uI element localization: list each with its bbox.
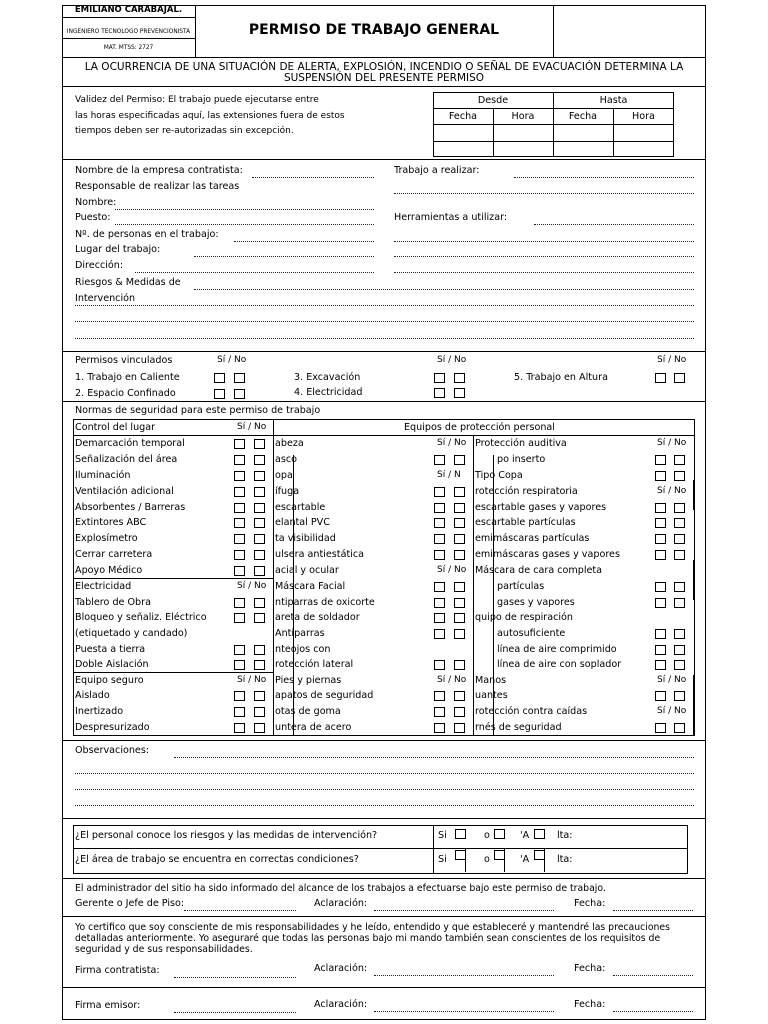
epp3-item-3-si[interactable] (655, 471, 666, 481)
validity-text-3: tiempos deben ser re-autorizadas sin excepción. (75, 126, 294, 136)
validity-hora-to-field[interactable] (614, 125, 673, 140)
admin-informed-text: El administrador del sitio ha sido informado del alcance de los trabajos a efectuarse bajo este permiso de trabajo. (75, 883, 606, 894)
epp-item-11: ntiparras de oxicorte (275, 597, 375, 608)
epp-sino-1: Sí / No (437, 438, 467, 448)
equip-item-2: Inertizado (75, 706, 124, 717)
tools-field-4[interactable] (394, 272, 694, 273)
epp3-item-6-si[interactable] (655, 518, 666, 528)
epp-item-19-si[interactable] (434, 723, 445, 733)
work-label: Trabajo a realizar: (394, 165, 480, 176)
contractor-clarification-field[interactable] (374, 975, 554, 976)
elec-item-5: Doble Aislación (75, 659, 149, 670)
epp3-item-3: Tipo Copa (475, 470, 523, 481)
issuer-clarification-label: Aclaración: (314, 999, 368, 1010)
issuer-date-label: Fecha: (574, 999, 606, 1010)
equip-item-1-no[interactable] (254, 691, 265, 701)
manager-date-field[interactable] (613, 910, 693, 911)
epp3-item-13-si[interactable] (655, 629, 666, 639)
epp-item-19-no[interactable] (454, 723, 465, 733)
site-item-4-no[interactable] (254, 487, 265, 497)
issuer-date-field[interactable] (613, 1011, 693, 1012)
risks-field-1[interactable] (194, 289, 694, 290)
epp3-item-17-si[interactable] (655, 691, 666, 701)
epp-item-13-no[interactable] (454, 629, 465, 639)
site-item-9-no[interactable] (254, 566, 265, 576)
epp-item-18-no[interactable] (454, 707, 465, 717)
permit-confined: 2. Espacio Confinado (75, 388, 176, 399)
company-field[interactable] (252, 177, 374, 178)
site-item-7: Explosímetro (75, 533, 138, 544)
epp-item-11-no[interactable] (454, 598, 465, 608)
permit-hot-work: 1. Trabajo en Caliente (75, 372, 180, 383)
warning-line-2: SUSPENSIÓN DEL PRESENTE PERMISO (283, 72, 485, 84)
contractor-date-label: Fecha: (574, 963, 606, 974)
epp3-item-17: uantes (475, 690, 508, 701)
epp3-item-12: quipo de respiración (475, 612, 573, 623)
position-field[interactable] (115, 224, 374, 225)
company-label: Nombre de la empresa contratista: (75, 165, 243, 176)
epp-item-7-si[interactable] (434, 534, 445, 544)
site-item-6-no[interactable] (254, 518, 265, 528)
safe-equipment-heading: Equipo seguro (75, 675, 144, 686)
epp-item-17-si[interactable] (434, 691, 445, 701)
epp3-item-2: po inserto (497, 454, 546, 465)
permit-electricity: 4. Electricidad (294, 387, 363, 398)
epp3-item-17-no[interactable] (674, 691, 685, 701)
q1-si-label: Si (438, 830, 447, 841)
epp3-item-15: línea de aire con soplador (497, 659, 622, 670)
epp3-item-16: Manos (475, 675, 507, 686)
epp-item-13: Antiparras (275, 628, 325, 639)
address-label: Dirección: (75, 260, 124, 271)
place-label: Lugar del trabajo: (75, 244, 161, 255)
question-2: ¿El área de trabajo se encuentra en correctas condiciones? (75, 854, 359, 865)
page-title: PERMISO DE TRABAJO GENERAL (248, 22, 500, 38)
validity-fecha-to-field[interactable] (554, 125, 612, 140)
epp3-item-11: gases y vapores (497, 597, 575, 608)
risks-field-3[interactable] (75, 321, 694, 322)
risks-field-2[interactable] (75, 305, 694, 306)
manager-clarification-label: Aclaración: (314, 898, 368, 909)
site-item-3-si[interactable] (234, 471, 245, 481)
electricity-heading: Electricidad (75, 581, 132, 592)
name-label: Nombre: (75, 197, 117, 208)
epp3-item-10: partículas (497, 581, 545, 592)
epp-item-2-si[interactable] (434, 455, 445, 465)
site-item-9: Apoyo Médico (75, 565, 143, 576)
validity-text-1: Validez del Permiso: El trabajo puede ejecutarse entre (75, 95, 319, 105)
epp3-sino-1: Sí / No (657, 438, 687, 448)
manager-label: Gerente o Jefe de Piso: (75, 898, 185, 909)
epp3-item-13: autosuficiente (497, 628, 566, 639)
permit-excavation: 3. Excavación (294, 372, 361, 383)
elec-item-2: Bloqueo y señaliz. Eléctrico (75, 612, 207, 623)
epp3-sino-4: Sí / No (657, 706, 687, 716)
risks-label-1: Riesgos & Medidas de (75, 277, 181, 288)
certify-line-2: detalladas anteriormente. Yo aseguraré que todas las personas bajo mi mando también sean conscientes de los requisitos de (75, 933, 661, 944)
epp-item-10-si[interactable] (434, 582, 445, 592)
epp3-item-14: línea de aire comprimido (497, 644, 617, 655)
elec-item-4-no[interactable] (254, 645, 265, 655)
epp-item-4: ífuga (275, 486, 300, 497)
tools-label: Herramientas a utilizar: (394, 212, 508, 223)
equip-item-3: Despresurizado (75, 722, 150, 733)
epp-item-11-si[interactable] (434, 598, 445, 608)
epp3-item-8-no[interactable] (674, 550, 685, 560)
site-item-2-si[interactable] (234, 455, 245, 465)
epp3-item-7: emimáscaras partículas (475, 533, 590, 544)
site-item-4-si[interactable] (234, 487, 245, 497)
q2-a: 'A (520, 854, 530, 865)
q1-lta: lta: (557, 830, 573, 841)
epp-item-6-si[interactable] (434, 518, 445, 528)
elec-item-1-no[interactable] (254, 598, 265, 608)
validity-hora-to: Hora (632, 111, 655, 122)
tools-field-2[interactable] (394, 241, 694, 242)
epp3-item-19-no[interactable] (674, 723, 685, 733)
site-item-7-no[interactable] (254, 534, 265, 544)
warning-line-1: LA OCURRENCIA DE UNA SITUACIÓN DE ALERTA, EXPLOSIÓN, INCENDIO O SEÑAL DE EVACUACIÓN DETERMINA LA (84, 61, 684, 73)
elec-item-2-si[interactable] (234, 613, 245, 623)
validity-hasta: Hasta (599, 95, 628, 106)
epp-item-17: apatos de seguridad (275, 690, 374, 701)
epp-item-18: otas de goma (275, 706, 341, 717)
epp3-item-14-no[interactable] (674, 645, 685, 655)
q1-si-checkbox[interactable] (455, 829, 466, 839)
epp-heading: Equipos de protección personal (404, 422, 555, 433)
linked-sino-1: Sí / No (217, 355, 247, 365)
work-field[interactable] (514, 177, 694, 178)
epp-item-2: asco (275, 454, 298, 465)
site-item-8-si[interactable] (234, 550, 245, 560)
epp3-item-5-no[interactable] (674, 503, 685, 513)
linked-sino-2: Sí / No (437, 355, 467, 365)
observations-field-4[interactable] (75, 805, 694, 806)
q2-si-label: Si (438, 854, 447, 865)
epp3-sino-2: Sí / No (657, 486, 687, 496)
site-item-5: Absorbentes / Barreras (75, 502, 186, 513)
site-item-1-no[interactable] (254, 439, 265, 449)
validity-hora-from-field[interactable] (494, 125, 552, 140)
epp3-item-2-si[interactable] (655, 455, 666, 465)
site-control-heading: Control del lugar (75, 422, 156, 433)
epp3-item-19: rnés de seguridad (475, 722, 562, 733)
observations-label: Observaciones: (75, 745, 150, 756)
epp3-item-10-si[interactable] (655, 582, 666, 592)
epp-item-14: nteojos con (275, 644, 331, 655)
issuer-clarification-field[interactable] (374, 1011, 554, 1012)
q1-no-checkbox[interactable] (494, 829, 505, 839)
permit-hot-work-no[interactable] (234, 373, 245, 383)
epp-item-5: escartable (275, 502, 326, 513)
site-item-3: Iluminación (75, 470, 131, 481)
elec-item-3: (etiquetado y candado) (75, 628, 188, 639)
epp3-item-10-no[interactable] (674, 582, 685, 592)
epp3-sino-3: Sí / No (657, 675, 687, 685)
epp-item-18-si[interactable] (434, 707, 445, 717)
epp3-item-8: emimáscaras gases y vapores (475, 549, 620, 560)
norms-title: Normas de seguridad para este permiso de trabajo (75, 405, 321, 416)
tools-field-3[interactable] (394, 256, 694, 257)
site-item-6: Extintores ABC (75, 517, 147, 528)
epp3-item-11-si[interactable] (655, 598, 666, 608)
author-role: INGENIERO TECNOLOGO PREVENCIONISTA (66, 29, 191, 35)
q1-a: 'A (520, 830, 530, 841)
equip-item-2-si[interactable] (234, 707, 245, 717)
epp-item-8-no[interactable] (454, 550, 465, 560)
risks-field-4[interactable] (75, 338, 694, 339)
site-control-sino: Sí / No (237, 422, 267, 432)
permit-height-si[interactable] (655, 373, 666, 383)
epp-sino-3: Sí / No (437, 675, 467, 685)
issuer-sign-field[interactable] (174, 1012, 296, 1013)
elec-item-5-no[interactable] (254, 660, 265, 670)
equip-item-3-si[interactable] (234, 723, 245, 733)
permit-confined-no[interactable] (234, 389, 245, 399)
epp-item-5-no[interactable] (454, 503, 465, 513)
epp3-item-7-si[interactable] (655, 534, 666, 544)
epp3-item-8-si[interactable] (655, 550, 666, 560)
epp-item-10: Máscara Facial (275, 581, 346, 592)
epp-item-16: Pies y piernas (275, 675, 342, 686)
epp3-item-2-no[interactable] (674, 455, 685, 465)
site-item-6-si[interactable] (234, 518, 245, 528)
epp3-item-6-no[interactable] (674, 518, 685, 528)
site-item-5-no[interactable] (254, 503, 265, 513)
equip-item-1-si[interactable] (234, 691, 245, 701)
epp-item-12-si[interactable] (434, 613, 445, 623)
permit-height: 5. Trabajo en Altura (514, 372, 608, 383)
author-registration: MAT. MTSS: 2727 (103, 45, 154, 51)
epp-item-17-no[interactable] (454, 691, 465, 701)
elec-item-4: Puesta a tierra (75, 644, 146, 655)
epp3-item-9: Máscara de cara completa (475, 565, 603, 576)
manager-clarification-field[interactable] (374, 910, 554, 911)
epp-item-4-no[interactable] (454, 487, 465, 497)
site-item-2: Señalización del área (75, 454, 178, 465)
manager-field[interactable] (184, 910, 296, 911)
site-item-4: Ventilación adicional (75, 486, 174, 497)
epp-sino-partial: Sí / N (437, 470, 461, 480)
epp-item-13-si[interactable] (434, 629, 445, 639)
observations-field-1[interactable] (174, 757, 694, 758)
linked-sino-3: Sí / No (657, 355, 687, 365)
epp3-item-19-si[interactable] (655, 723, 666, 733)
elec-item-1-si[interactable] (234, 598, 245, 608)
epp-item-8: ulsera antiestática (275, 549, 365, 560)
contractor-sign-label: Firma contratista: (75, 965, 160, 976)
epp-item-1: abeza (275, 438, 304, 449)
epp-item-6-no[interactable] (454, 518, 465, 528)
contractor-clarification-label: Aclaración: (314, 963, 368, 974)
epp3-item-18: rotección contra caídas (475, 706, 588, 717)
epp-item-9: acial y ocular (275, 565, 339, 576)
epp-item-3: opa (275, 470, 293, 481)
epp3-item-1: Protección auditiva (475, 438, 567, 449)
elec-item-1: Tablero de Obra (75, 597, 151, 608)
epp-item-8-si[interactable] (434, 550, 445, 560)
epp-item-7: ta visibilidad (275, 533, 336, 544)
elec-item-4-si[interactable] (234, 645, 245, 655)
epp3-item-6: escartable partículas (475, 517, 576, 528)
people-label: Nº. de personas en el trabajo: (75, 229, 219, 240)
linked-permits-title: Permisos vinculados (75, 355, 173, 366)
place-field[interactable] (194, 256, 374, 257)
epp3-item-4: rotección respiratoria (475, 486, 578, 497)
epp3-item-15-no[interactable] (674, 660, 685, 670)
issuer-sign-label: Firma emisor: (75, 1000, 141, 1011)
header-bottom-line (62, 57, 706, 58)
epp3-item-7-no[interactable] (674, 534, 685, 544)
epp-item-4-si[interactable] (434, 487, 445, 497)
q2-lta: lta: (557, 854, 573, 865)
epp-item-6: elantal PVC (275, 517, 330, 528)
q2-o: o (484, 854, 490, 865)
validity-hora-from: Hora (511, 111, 535, 122)
epp3-item-15-si[interactable] (655, 660, 666, 670)
responsible-label: Responsable de realizar las tareas (75, 181, 240, 192)
epp-item-12: areta de soldador (275, 612, 360, 623)
validity-fecha-to: Fecha (568, 111, 598, 122)
epp-sino-2: Sí / No (437, 565, 467, 575)
position-label: Puesto: (75, 212, 111, 223)
epp-item-12-no[interactable] (454, 613, 465, 623)
contractor-sign-field[interactable] (174, 977, 296, 978)
risks-label-2: Intervención (75, 293, 136, 304)
equip-item-3-no[interactable] (254, 723, 265, 733)
permit-confined-si[interactable] (214, 389, 225, 399)
permit-excavation-no[interactable] (454, 373, 465, 383)
epp3-item-13-no[interactable] (674, 629, 685, 639)
equip-item-1: Aislado (75, 690, 110, 701)
epp-item-15-no[interactable] (454, 660, 465, 670)
address-field[interactable] (135, 272, 374, 273)
safe-equipment-sino: Sí / No (237, 675, 267, 685)
certify-line-1: Yo certifico que soy consciente de mis responsabilidades y he leído, entendido y que estableceré y mantendré las precauciones (75, 922, 670, 933)
site-item-8-no[interactable] (254, 550, 265, 560)
header-divider-2 (553, 5, 554, 57)
epp-item-5-si[interactable] (434, 503, 445, 513)
site-item-1-si[interactable] (234, 439, 245, 449)
question-1: ¿El personal conoce los riesgos y las medidas de intervención? (75, 830, 378, 841)
epp-item-15-si[interactable] (434, 660, 445, 670)
epp3-item-14-si[interactable] (655, 645, 666, 655)
elec-item-5-si[interactable] (234, 660, 245, 670)
permit-excavation-si[interactable] (434, 373, 445, 383)
observations-field-3[interactable] (75, 789, 694, 790)
elec-item-2-no[interactable] (254, 613, 265, 623)
site-item-5-si[interactable] (234, 503, 245, 513)
epp-item-15: rotección lateral (275, 659, 354, 670)
name-field[interactable] (115, 209, 374, 210)
manager-date-label: Fecha: (574, 898, 606, 909)
q1-o: o (484, 830, 490, 841)
people-field[interactable] (234, 241, 374, 242)
epp-item-10-no[interactable] (454, 582, 465, 592)
epp-item-7-no[interactable] (454, 534, 465, 544)
epp-item-19: untera de acero (275, 722, 352, 733)
tools-field[interactable] (534, 224, 694, 225)
epp3-item-3-no[interactable] (674, 471, 685, 481)
permit-electricity-no[interactable] (454, 388, 465, 398)
author-name: EMILIANO CARABAJAL. (74, 5, 183, 15)
contractor-date-field[interactable] (613, 975, 693, 976)
work-field-2[interactable] (394, 193, 694, 194)
validity-text-2: las horas especificadas aquí, las extensiones fuera de estos (75, 111, 345, 121)
validity-fecha-from-field[interactable] (434, 125, 492, 140)
site-item-2-no[interactable] (254, 455, 265, 465)
epp3-item-5: escartable gases y vapores (475, 502, 607, 513)
certify-line-3: seguridad y de sus responsabilidades. (75, 944, 253, 955)
site-item-3-no[interactable] (254, 471, 265, 481)
site-item-8: Cerrar carretera (75, 549, 153, 560)
q1-alta-checkbox[interactable] (534, 829, 545, 839)
permit-hot-work-si[interactable] (214, 373, 225, 383)
epp3-item-5-si[interactable] (655, 503, 666, 513)
electricity-sino: Sí / No (237, 581, 267, 591)
validity-desde: Desde (477, 95, 509, 106)
permit-electricity-si[interactable] (434, 388, 445, 398)
validity-fecha-from: Fecha (448, 111, 478, 122)
permit-height-no[interactable] (674, 373, 685, 383)
epp3-item-11-no[interactable] (674, 598, 685, 608)
site-item-1: Demarcación temporal (75, 438, 185, 449)
site-item-7-si[interactable] (234, 534, 245, 544)
observations-field-2[interactable] (75, 773, 694, 774)
equip-item-2-no[interactable] (254, 707, 265, 717)
epp-item-2-no[interactable] (454, 455, 465, 465)
site-item-9-si[interactable] (234, 566, 245, 576)
